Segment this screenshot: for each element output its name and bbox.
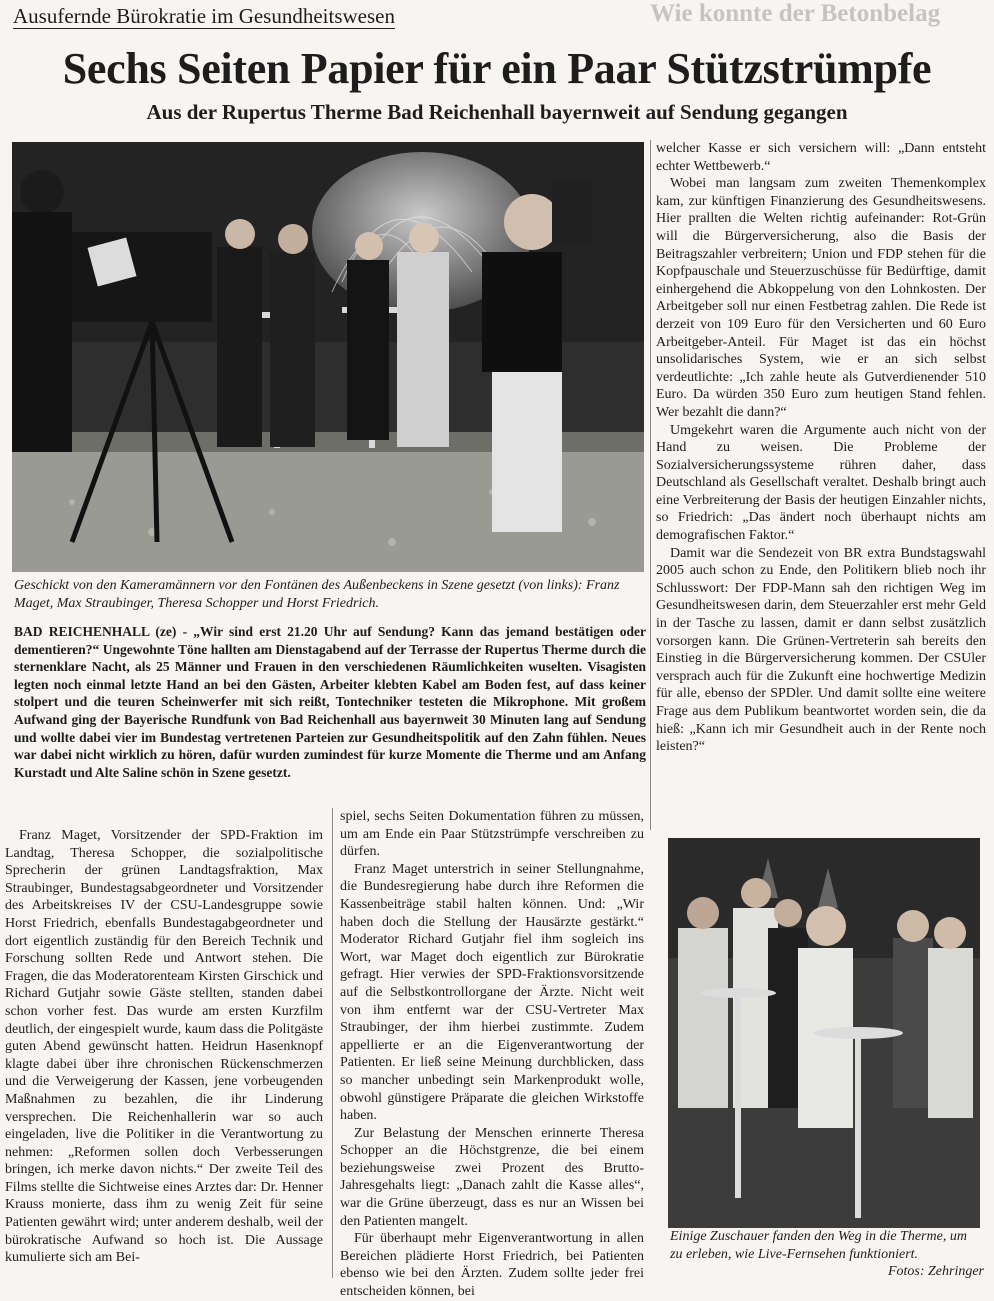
paragraph: Franz Maget, Vorsitzender der SPD-Fraktion im Landtag, Theresa Schopper, die sozialpolitische Sprecherin der grünen Landtagsfraktion, Max Straubinger, Bundestagsabgeordneter und Vorsitzender des Arbeitskreises IV der CSU-Landesgruppe sowie Horst Friedrich, ebenfalls Bundestagabgeordneter und dort eigentlich zuständig für den Bereich Technik und Forschung sollten Rede und Antwort stehen. Die Fragen, die das Moderatorenteam Kirsten Girschick und Richard Gutjahr sowie Gäste stellten, standen dabei schon vorher fest. Das wurde am ersten Kurzfilm deutlich, der eingespielt wurde, kaum dass die Politgäste guten Abend gewünscht hatten. Heidrun Hasenknopf klagte dabei über ihre chronischen Rückenschmerzen und die Verweigerung der Kassen, jene vorbeugenden Maßnahmen zu bezahlen, die ihr Linderung versprechen. Die Reichenhallerin war so auch eingeladen, live die Politiker in die Verantwortung zu nehmen: „Reformen sollen doch Verbesserungen bringen, ich merke davon nichts.“ Der zweite Teil des Films stellte die Sichtweise eines Arztes dar: Dr. Henner Krauss monierte, dass ihm zu wenig Zeit für seine Patienten gewährt wird; unter anderem deshalb, weil der bürokratische Aufwand so hoch ist. Die Aussage kumulierte sich am Bei-: [5, 828, 323, 1266]
paragraph: Für überhaupt mehr Eigenverantwortung in allen Bereichen plädierte Horst Friedrich, bei Patienten ebenso wie bei den Ärzten. Zudem sollte jeder frei entscheiden können, bei: [340, 1231, 644, 1300]
tv-studio-illustration: [12, 142, 644, 572]
article-subhead: Aus der Rupertus Therme Bad Reichenhall bayernweit auf Sendung gegangen: [146, 100, 848, 124]
column-a: [5, 827, 323, 1267]
paragraph: Wobei man langsam zum zweiten Themenkomplex kam, zur künftigen Finanzierung des Gesundheitswesens. Hier prallten die Welten richtig aufeinander: Rot-Grün will die Bürgerversicherung, also die Basis der Beitragszahler verbreitern; Union und FDP stehen für die Kopfpauschale und Steuerzuschüsse für Bedürftige, damit einhergehend die Abkoppelung von den Lohnkosten. Der Arbeitgeber soll nur einen Festbetrag zahlen. Die Rede ist derzeit von 109 Euro für den Versicherten und 60 Euro Arbeitgeber-Anteil. Für Maget ist das ein höchst unsolidarisches System, wie er an sich selbst verdeutlichte: „Ich zahle heute als Gutverdienender 510 Euro. Da würden 350 Euro zum heutigen Stand fehlen. Wer bezahlt die dann?“: [656, 176, 986, 420]
paragraph: Umgekehrt waren die Argumente auch nicht von der Hand zu weisen. Die Probleme der Sozialversicherungssysteme rühren daher, dass Deutschland als Gesellschaft veraltet. Deshalb bringt auch eine Verbreiterung der Basis der heutigen Einzahler nichts, so Friedrich: „Das ändert noch überhaupt nichts am demografischen Faktor.“: [656, 422, 986, 544]
tv-studio-photo: [12, 142, 644, 572]
photo2-caption: Einige Zuschauer fanden den Weg in die Therme, um zu erleben, wie Live-Fernsehen funktioniert.: [670, 1229, 967, 1262]
photo-credit: Fotos: Zehringer: [887, 1264, 984, 1279]
paragraph: spiel, sechs Seiten Dokumentation führen zu müssen, um am Ende ein Paar Stützstrümpfe verschreiben zu dürfen.: [340, 809, 644, 860]
audience-photo: [668, 838, 980, 1228]
column-b: [340, 808, 644, 1301]
lead-paragraph: BAD REICHENHALL (ze) - „Wir sind erst 21.20 Uhr auf Sendung? Kann das jemand bestätigen oder dementieren?“ Ungewohnte Töne hallten am Dienstagabend auf der Terrasse der Rupertus Therme durch die sternenklare Nacht, als 25 Männer und Frauen in den verschiedenen Räumlichkeiten wuselten. Visagisten legten noch einmal letzte Hand an bei den Gästen, Arbeiter klebten Kabel am Boden fest, auf dass keiner stolpert und die teuren Scheinwerfer mit sich reißt, Tontechniker testeten die Mikrophone. Mit großem Aufwand ging der Bayerische Rundfunk von Bad Reichenhall aus bayernweit 30 Minuten lang auf Sendung und wollte dabei vier im Bundestag vertretenen Parteien zur Gesundheitspolitik auf den Zahn fühlen. Neues war dabei nicht wirklich zu hören, dafür wurden zumindest für kurze Momente die Therme und am Anfang Kurstadt und Alte Saline schön in Szene gesetzt.: [14, 624, 646, 780]
neighbor-headline: Wie konnte der Betonbelag: [650, 0, 941, 27]
article-headline: Sechs Seiten Papier für ein Paar Stützstrümpfe: [62, 44, 932, 93]
article-kicker: Ausufernde Bürokratie im Gesundheitswesen: [13, 4, 395, 28]
photo1-caption: Geschickt von den Kameramännern vor den Fontänen des Außenbeckens in Szene gesetzt (von links): Franz Maget, Max Straubinger, Theresa Schopper und Horst Friedrich.: [14, 578, 620, 611]
paragraph: Franz Maget unterstrich in seiner Stellungnahme, die Bundesregierung habe durch ihre Reformen die Kassenbeiträge stabil halten können. Und: „Wir haben doch die Stellung der Hausärzte gestärkt.“ Moderator Richard Gutjahr fiel ihm sogleich ins Wort, war Maget doch eigentlich zur Bürokratie gefragt. Hier verwies der SPD-Fraktionsvorsitzende auf die Selbstkontrollorgane der Ärzte. Nicht weit von ihm entfernt war der CSU-Vertreter Max Straubinger, der ihm hierbei zustimmte. Zudem appellierte er an die Eigenverantwortung der Patienten. Er ließ seine Meinung durchblicken, dass so mancher unbedingt sein Markenprodukt wolle, obwohl günstigere Präparate die gleichen Wirkstoffe haben.: [340, 861, 644, 1124]
paragraph: Damit war die Sendezeit von BR extra Bundstagswahl 2005 auch schon zu Ende, den Politikern blieb noch ihr Schlusswort: Der FDP-Mann sah den richtigen Weg im Gesundheitswesen darin, dem Steuerzahler erst mehr Geld in der Tasche zu lassen, damit er dann selbst zusätzlich vorsorgen kann. Die Grünen-Vertreterin sah bereits den Einstieg in die Bürgerversicherung kommen. Der CSUler versprach auch für die Zukunft eine hochwertige Medizin für alle, ebenso der SPDler. Und damit sollte eine weitere Frage aus dem Publikum beantwortet worden sein, die da hieß: „Kann ich mir Gesundheit auch in der Rente noch leisten?“: [656, 545, 986, 755]
paragraph: Zur Belastung der Menschen erinnerte Theresa Schopper an die Höchstgrenze, die bei einem beziehungsweise zwei Prozent des Brutto-Jahresgehalts liegt: „Danach zahlt die Kasse alles“, war die Grüne überzeugt, dass es nur an Wissen bei den Patienten mangelt.: [340, 1125, 644, 1229]
column-divider: [650, 140, 651, 830]
paragraph: welcher Kasse er sich versichern will: „Dann entsteht echter Wettbewerb.“: [656, 141, 986, 174]
audience-illustration: [668, 838, 980, 1228]
column-divider: [332, 808, 333, 1278]
column-c: [656, 140, 986, 756]
